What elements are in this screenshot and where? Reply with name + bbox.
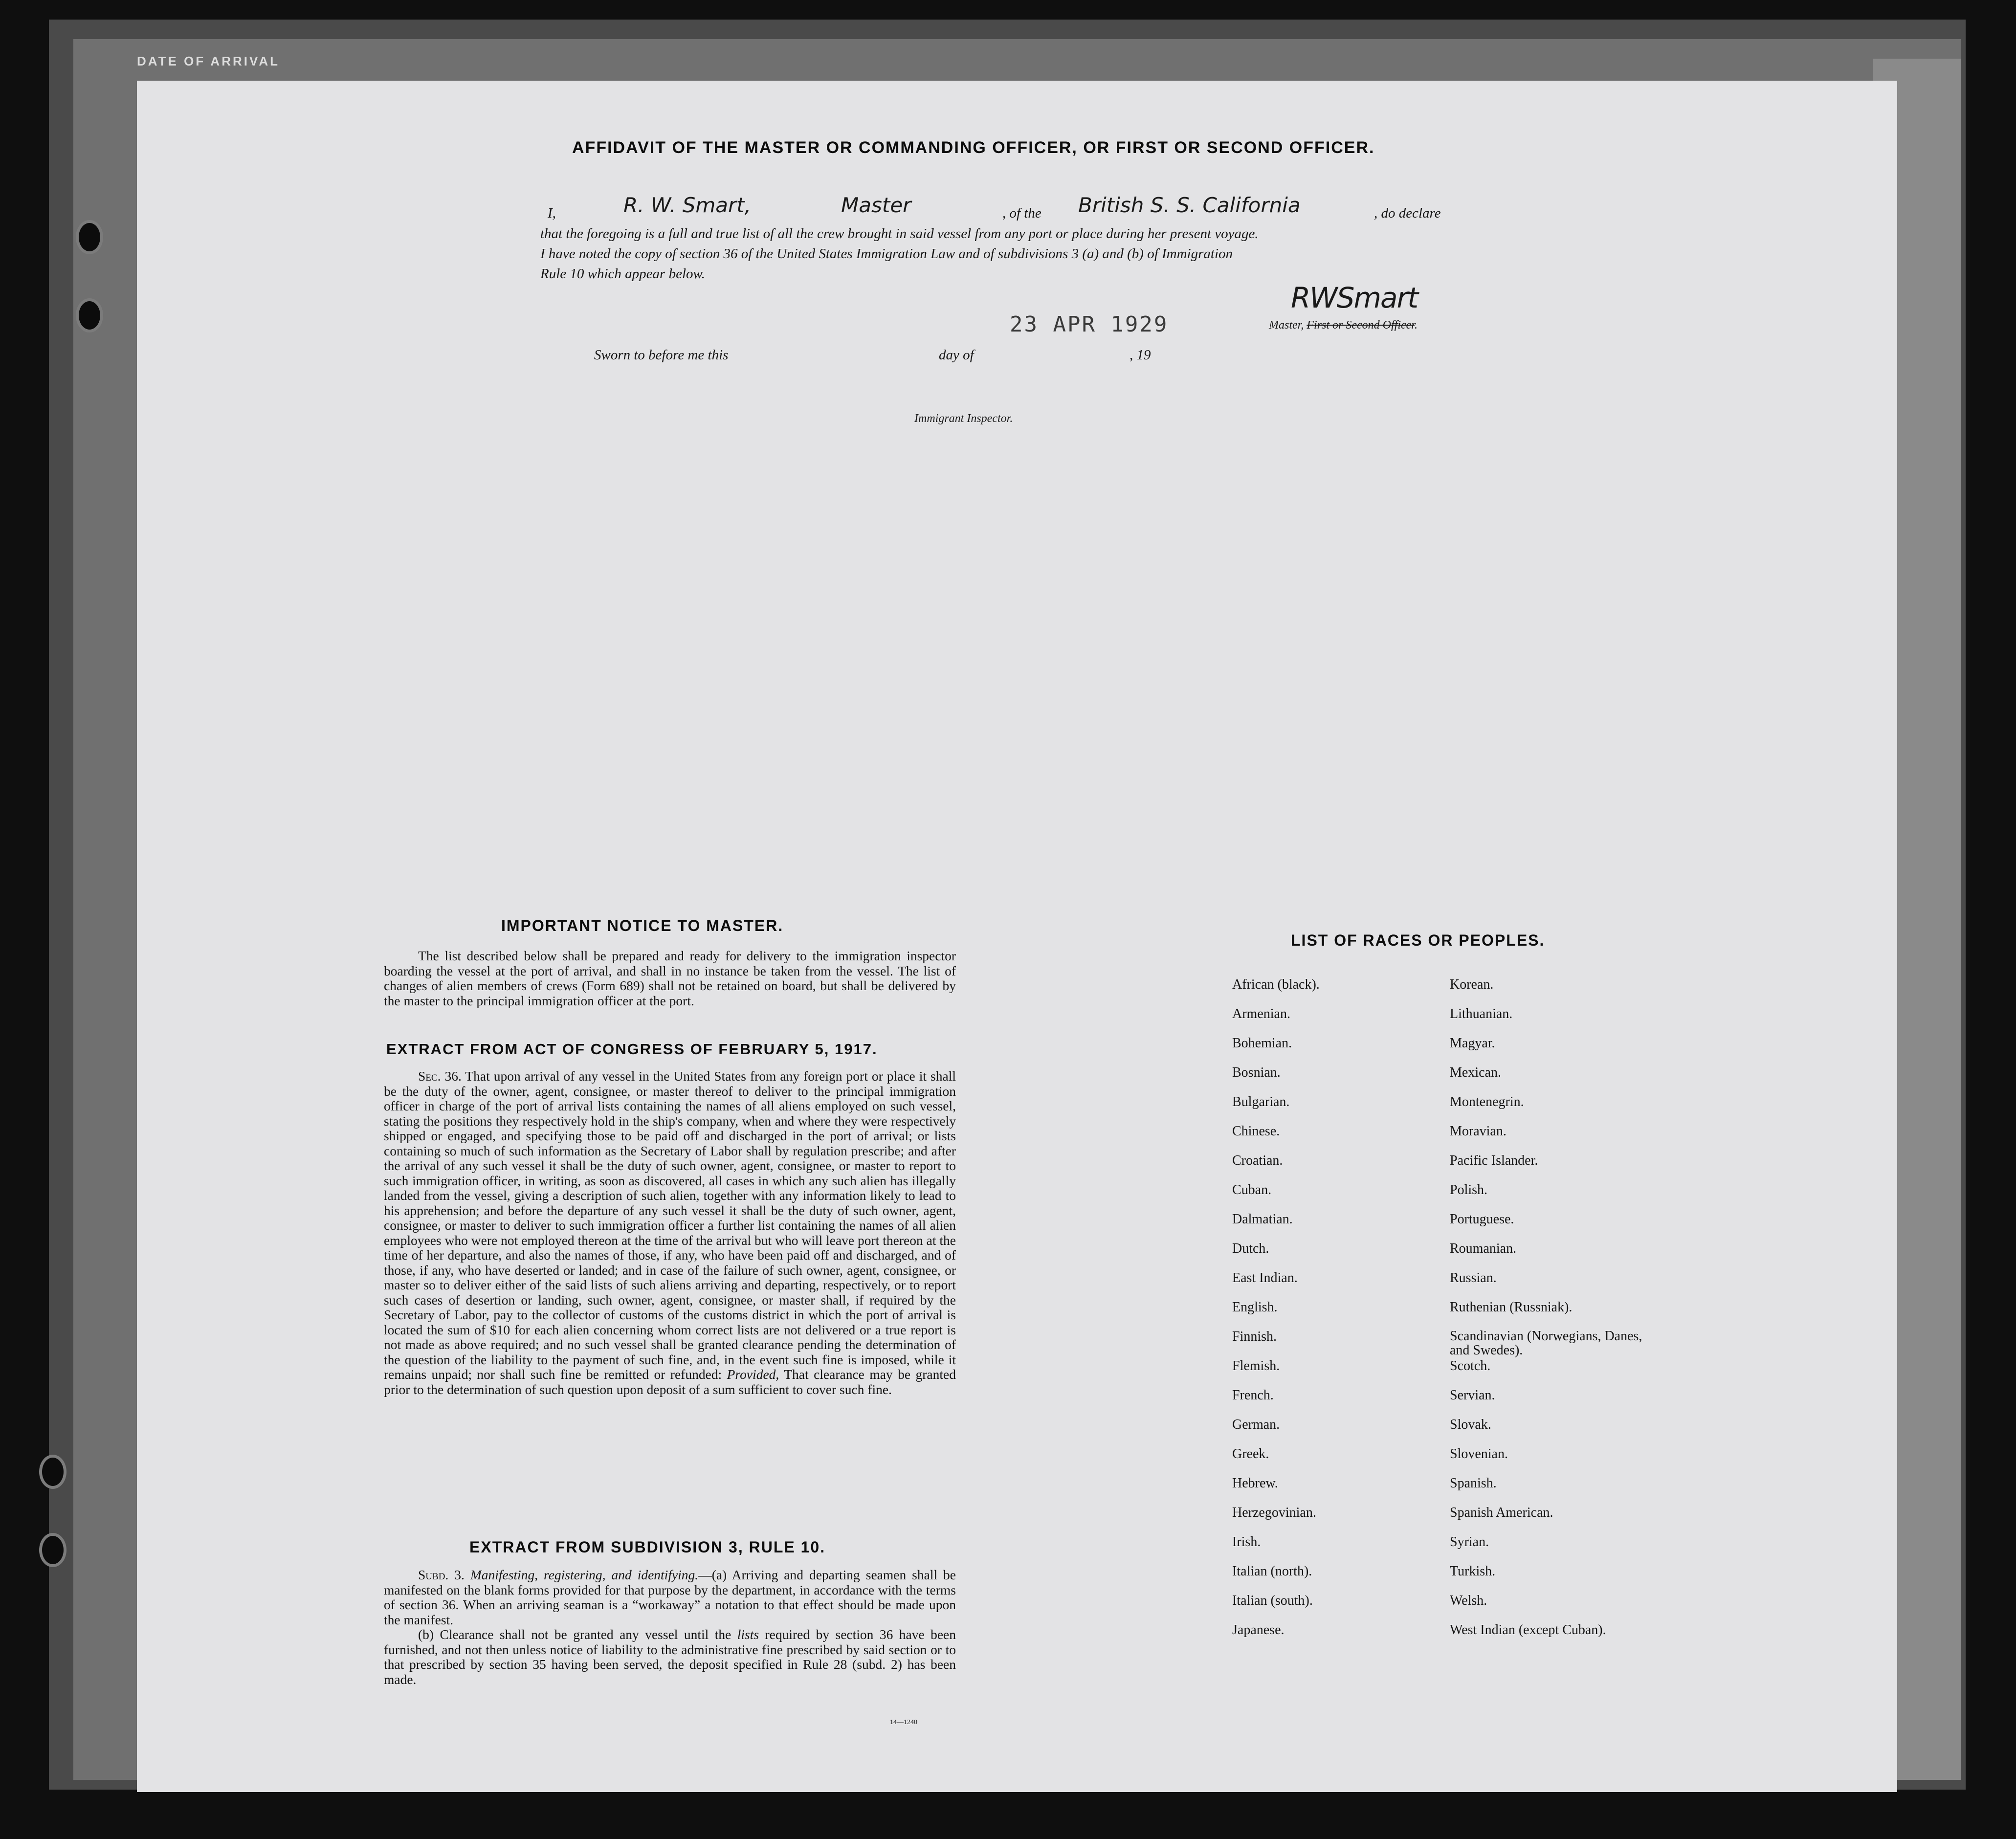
race-item: Finnish. [1232, 1329, 1277, 1344]
race-item: Russian. [1450, 1270, 1497, 1285]
race-item: Bosnian. [1232, 1065, 1281, 1080]
race-item: Chinese. [1232, 1124, 1280, 1139]
race-item: West Indian (except Cuban). [1450, 1622, 1606, 1638]
affidavit-line1-of-the: , of the [1002, 205, 1041, 221]
extract-rule-text: Subd. 3. Manifesting, registering, and identifying.—(a) Arriving and departing seamen shall be manifested on the blank forms provided for that purpose by the department, in accordance with the terms of section 36. When an arriving seaman is a “workaway” a notation to that effect should be made upon the manifest. (b) Clearance shall not be granted any vessel until the lists required by section 36 have been furnished, and not then unless notice of liability to the administrative fine prescribed by said section or to that prescribed by section 35 having been served, the deposit specified in Rule 28 (subd. 2) has been made. [384, 1567, 956, 1687]
race-item: Dalmatian. [1232, 1212, 1293, 1227]
race-item: Servian. [1450, 1388, 1495, 1403]
race-item: Spanish. [1450, 1476, 1497, 1491]
signature-label: Master, First or Second Officer. [1269, 319, 1418, 332]
day-of-text: day of [939, 347, 974, 363]
race-item: Herzegovinian. [1232, 1505, 1316, 1520]
race-item: Polish. [1450, 1182, 1488, 1197]
master-name-handwritten: R. W. Smart, [623, 193, 752, 217]
vessel-name-handwritten: British S. S. California [1078, 193, 1301, 217]
race-item: Welsh. [1450, 1593, 1487, 1608]
year-prefix: , 19 [1130, 347, 1151, 363]
race-item: Lithuanian. [1450, 1006, 1513, 1021]
affidavit-line1-declare: , do declare [1374, 205, 1441, 221]
race-item: French. [1232, 1388, 1274, 1403]
sworn-text: Sworn to before me this [594, 347, 729, 363]
races-title: LIST OF RACES OR PEOPLES. [1291, 931, 1545, 949]
affidavit-line3: I have noted the copy of section 36 of the United States Immigration Law and of subdivisions 3 (a) and (b) of Immigration [540, 246, 1233, 262]
race-item: Korean. [1450, 977, 1494, 992]
form-number: 14—1240 [890, 1719, 917, 1726]
race-item: Italian (north). [1232, 1564, 1312, 1579]
punch-hole [39, 1455, 66, 1489]
race-item: Slovenian. [1450, 1446, 1508, 1462]
race-item: Flemish. [1232, 1358, 1280, 1374]
race-item: Slovak. [1450, 1417, 1491, 1432]
race-item: Croatian. [1232, 1153, 1283, 1168]
punch-hole [76, 220, 103, 254]
races-left-column [1232, 977, 1320, 1652]
punch-hole [39, 1533, 66, 1567]
affidavit-line2: that the foregoing is a full and true list of all the crew brought in said vessel from any port or place during her present voyage. [540, 226, 1259, 242]
race-item: Pacific Islander. [1450, 1153, 1538, 1168]
inspector-label: Immigrant Inspector. [914, 412, 1013, 425]
race-item: Ruthenian (Russniak). [1450, 1300, 1573, 1315]
race-item: Hebrew. [1232, 1476, 1278, 1491]
extract-act-title: EXTRACT FROM ACT OF CONGRESS OF FEBRUARY 5, 1917. [386, 1041, 878, 1058]
affidavit-line4: Rule 10 which appear below. [540, 266, 705, 282]
races-right-column [1450, 977, 1655, 1652]
race-item: Roumanian. [1450, 1241, 1517, 1256]
notice-title: IMPORTANT NOTICE TO MASTER. [501, 917, 784, 934]
race-item: Armenian. [1232, 1006, 1290, 1021]
race-item: Magyar. [1450, 1036, 1495, 1051]
notice-text: The list described below shall be prepared and ready for delivery to the immigration inspector boarding the vessel at the port of arrival, and shall in no instance be taken from the vessel. The list of changes of alien members of crews (Form 689) shall not be retained on board, but shall be delivered by the master to the principal immigration officer at the port. [384, 948, 956, 1008]
race-item: Moravian. [1450, 1124, 1506, 1139]
race-item: Scandinavian (Norwegians, Danes, and Swedes). [1450, 1329, 1642, 1358]
race-item: Italian (south). [1232, 1593, 1313, 1608]
race-item: Syrian. [1450, 1534, 1489, 1550]
race-item: Cuban. [1232, 1182, 1272, 1197]
race-item: Bulgarian. [1232, 1094, 1290, 1109]
rank-handwritten: Master [841, 193, 911, 217]
race-item: African (black). [1232, 977, 1320, 992]
race-item: German. [1232, 1417, 1280, 1432]
affidavit-line1-start: I, [548, 205, 556, 221]
master-signature: RWSmart [1291, 281, 1418, 314]
date-of-arrival-strip: DATE OF ARRIVAL [137, 54, 280, 68]
race-item: English. [1232, 1300, 1278, 1315]
race-item: Greek. [1232, 1446, 1269, 1462]
race-item: Japanese. [1232, 1622, 1285, 1638]
race-item: Bohemian. [1232, 1036, 1292, 1051]
race-item: Irish. [1232, 1534, 1261, 1550]
race-item: Mexican. [1450, 1065, 1501, 1080]
race-item: Turkish. [1450, 1564, 1496, 1579]
race-item: Spanish American. [1450, 1505, 1553, 1520]
extract-act-text: Sec. 36. That upon arrival of any vessel in the United States from any foreign port or place it shall be the duty of the owner, agent, consignee, or master thereof to deliver to the principal immigration officer in charge of the port of arrival lists containing the names of all aliens employed on such vessel, stating the positions they respectively hold in the ship's company, when and where they were respectively shipped or engaged, and specifying those to be paid off and discharged in the port of arrival; or lists containing so much of such information as the Secretary of Labor shall by regulation prescribe; and after the arrival of any such vessel it shall be the duty of such owner, agent, consignee, or master to report to such immigration officer, in writing, as soon as discovered, all cases in which any such alien has illegally landed from the vessel, giving a description of such alien, together with any information likely to lead to his apprehension; and before the departure of any such vessel it shall be the duty of such owner, agent, consignee, or master to deliver to such immigration officer a further list containing the names of all alien employees who were not employed thereon at the time of the arrival but who will leave port thereon at the time of her departure, and also the names of those, if any, who have been paid off and discharged, and of those, if any, who have deserted or landed; and in case of the failure of such owner, agent, consignee, or master so to deliver either of the said lists of such aliens arriving and departing, respectively, or to report such cases of desertion or landing, such owner, agent, consignee, or master shall, if required by the Secretary of Labor, pay to the collector of customs of the customs district in which the port of arrival is located the sum of $10 for each alien concerning whom correct lists are not delivered or a true report is not made as above required; and no such vessel shall be granted clearance pending the determination of the question of the liability to the payment of such fine, and, in the event such fine is imposed, while it remains unpaid; nor shall such fine be remitted or refunded: Provided, That clearance may be granted prior to the determination of such question upon deposit of a sum sufficient to cover such fine. [384, 1068, 956, 1397]
date-stamp: 23 APR 1929 [1010, 312, 1169, 337]
race-item: Scotch. [1450, 1358, 1491, 1374]
extract-rule-title: EXTRACT FROM SUBDIVISION 3, RULE 10. [469, 1538, 826, 1556]
punch-hole [76, 298, 103, 332]
affidavit-title: AFFIDAVIT OF THE MASTER OR COMMANDING OFFICER, OR FIRST OR SECOND OFFICER. [572, 138, 1375, 157]
race-item: Montenegrin. [1450, 1094, 1524, 1109]
race-item: East Indian. [1232, 1270, 1298, 1285]
race-item: Dutch. [1232, 1241, 1269, 1256]
race-item: Portuguese. [1450, 1212, 1514, 1227]
